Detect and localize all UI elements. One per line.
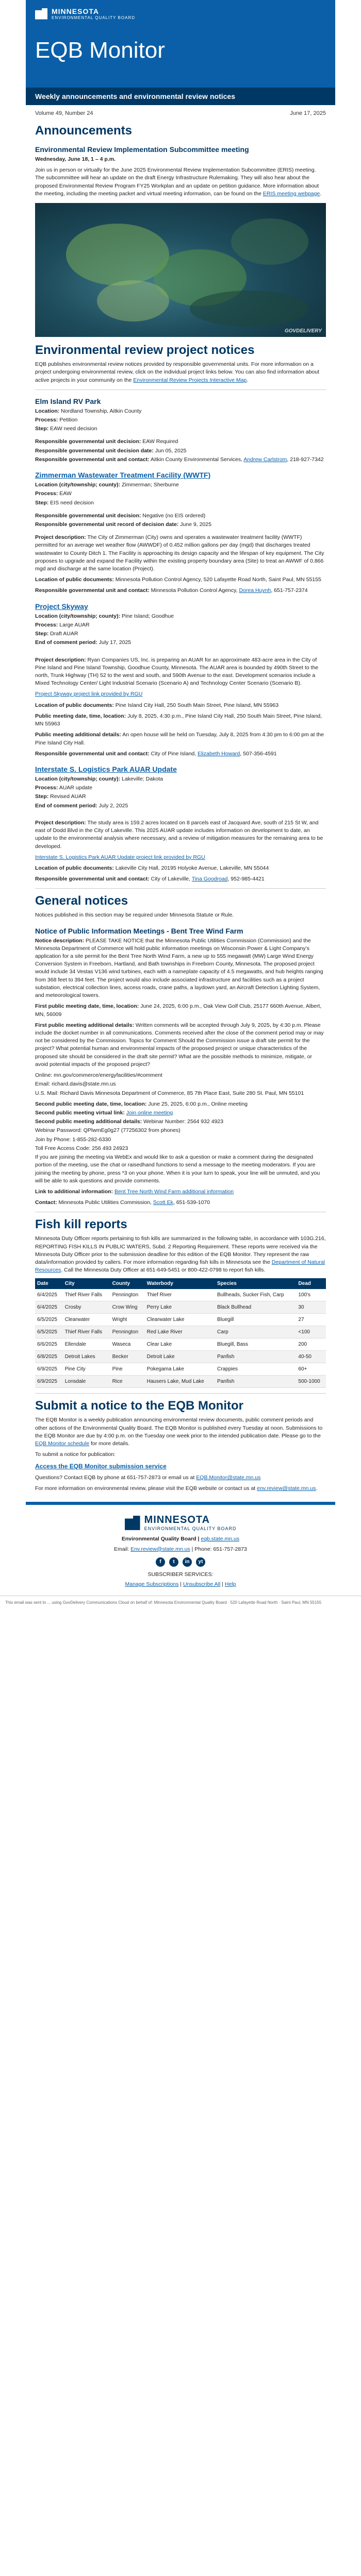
second-meeting: Second public meeting date, time, location: June 25, 2025, 6:00 p.m., Online meeting xyxy=(35,1100,248,1107)
project-field: Responsible governmental unit decision: Negative (no EIS ordered) xyxy=(35,512,206,519)
project-field: Process: Large AUAR xyxy=(35,621,90,628)
table-cell: Bullheads, Sucker Fish, Carp xyxy=(215,1289,296,1301)
footer-logo[interactable] xyxy=(26,1514,335,1531)
project-field: End of comment period: July 17, 2025 xyxy=(35,639,132,646)
table-cell: Bluegill xyxy=(215,1314,296,1326)
contact-link[interactable]: Dorea Huynh xyxy=(239,587,271,594)
column-header: Dead xyxy=(296,1278,326,1289)
hero-image xyxy=(35,203,326,337)
govdelivery-note: This email was sent to ... using GovDelivery Communications Cloud on behalf of: Minnesota Environmental Quality Board · 520 Lafayette Road North · Saint Paul, MN 55155 xyxy=(0,1596,361,1609)
subscriber-links: Manage Subscriptions | Unsubscribe All | Help xyxy=(125,1581,236,1588)
project-field: Location of public documents: Pine Island City Hall, 250 South Main Street, Pine Island, MN 55963 xyxy=(35,702,279,708)
table-cell: Ellendale xyxy=(63,1338,110,1351)
to-submit-label: To submit a notice for publication: xyxy=(35,1451,116,1458)
divider xyxy=(35,389,326,390)
interactive-map-link[interactable]: Environmental Review Projects Interactive Map xyxy=(133,377,247,383)
project-field: Process: AUAR update xyxy=(35,785,92,791)
general-notice-title: Notice of Public Information Meetings - Bent Tree Wind Farm xyxy=(35,926,243,935)
table-cell: 6/8/2025 xyxy=(35,1351,63,1363)
project-field: Step: Revised AUAR xyxy=(35,793,86,800)
project-notice xyxy=(35,765,326,883)
table-row xyxy=(35,1301,326,1314)
project-field: Location (city/township; county): Zimmerman; Sherburne xyxy=(35,482,179,488)
general-intro: Notices published in this section may be required under Minnesota Statute or Rule. xyxy=(35,912,234,919)
project-title[interactable]: Interstate S. Logistics Park AUAR Update xyxy=(35,765,177,773)
table-cell: Perry Lake xyxy=(145,1301,215,1314)
table-cell: Clearwater xyxy=(63,1314,110,1326)
table-row xyxy=(35,1338,326,1351)
project-field: Location (city/township; county): Lakeville; Dakota xyxy=(35,775,163,782)
column-header: Species xyxy=(215,1278,296,1289)
additional-info-row: Link to additional information: Bent Tree North Wind Farm additional information xyxy=(35,1188,234,1195)
project-link-row xyxy=(35,854,326,861)
table-cell: Pine xyxy=(110,1363,145,1376)
project-title[interactable]: Zimmerman Wastewater Treatment Facility (WWTF) xyxy=(35,471,211,480)
project-title: Elm Island RV Park xyxy=(35,397,101,405)
table-cell: Pine City xyxy=(63,1363,110,1376)
table-row xyxy=(35,1363,326,1376)
project-field: Responsible governmental unit and contact: City of Lakeville, Tina Goodroad, 952-985-4421 xyxy=(35,876,265,883)
contact-link[interactable]: Elizabeth Howard xyxy=(198,750,240,757)
table-row xyxy=(35,1326,326,1338)
second-meeting-details: Second public meeting additional details: Webinar Number: 2564 932 4923 xyxy=(35,1118,224,1125)
project-notice xyxy=(35,471,326,595)
youtube-icon[interactable]: yt xyxy=(196,1557,205,1567)
project-notice xyxy=(35,602,326,758)
project-field: Location of public documents: Minnesota Pollution Control Agency, 520 Lafayette Road North, Saint Paul, MN 55155 xyxy=(35,577,321,583)
comment-mail: U.S. Mail: Richard Davis Minnesota Department of Commerce, 85 7th Place East, Suite 280 St. Paul, MN 55101 xyxy=(35,1090,304,1096)
facebook-icon[interactable]: f xyxy=(156,1557,165,1567)
fish-kill-table xyxy=(35,1278,326,1388)
manage-subscriptions-link[interactable]: Manage Subscriptions xyxy=(125,1581,179,1588)
project-field: Responsible governmental unit decision: EAW Required xyxy=(35,438,178,445)
join-by-phone: Join by Phone: 1-855-282-6330 xyxy=(35,1136,111,1143)
project-field: Step: EAW need decision xyxy=(35,426,97,432)
table-cell: Pokegama Lake xyxy=(145,1363,215,1376)
minnesota-state-icon xyxy=(35,8,47,20)
project-field: Responsible governmental unit and contact: Aitkin County Environmental Services, Andrew Carlstrom, 218-927-7342 xyxy=(35,456,324,463)
table-cell: Carp xyxy=(215,1326,296,1338)
table-cell: 6/6/2025 xyxy=(35,1338,63,1351)
project-field: Process: Petition xyxy=(35,416,78,423)
contact-link[interactable]: Andrew Carlstrom xyxy=(243,456,287,463)
project-description: Project description: The City of Zimmerman (City) owns and operates a wastewater treatment facility (WWTF) permitted for an average wet weather flow (AWWDF) of 0.452 million gallons per day (mgd) that discharges treated wastewater to County Ditch 1. The Facility is approaching its design capacity and the lifespan of key equipment. The City proposes to upgrade and expand the Facility within the existing property boundary area (Site) to treat an AWWF of 0.866 mgd and discharge at the same location (Project). xyxy=(35,534,324,572)
questions-row: Questions? Contact EQB by phone at 651-757-2873 or email us at EQB.Monitor@state.mn.us xyxy=(35,1474,261,1481)
footer-org-name: MINNESOTA xyxy=(144,1514,210,1526)
contact-link[interactable]: Scott Ek xyxy=(153,1199,173,1206)
first-meeting: First public meeting date, time, location: June 24, 2025, 6:00 p.m., Oak View Golf Club, 25177 660th Avenue, Albert, MN, 56009 xyxy=(35,1003,322,1018)
table-cell: Rice xyxy=(110,1376,145,1388)
monitor-email-link[interactable]: EQB.Monitor@state.mn.us xyxy=(196,1474,261,1481)
footer-board-line: Environmental Quality Board | eqb.state.mn.us xyxy=(121,1536,240,1543)
comment-email: Email: richard.davis@state.mn.us xyxy=(35,1081,116,1088)
table-cell: 500-1000 xyxy=(296,1376,326,1388)
help-link[interactable]: Help xyxy=(224,1581,236,1588)
footer-org-sub: ENVIRONMENTAL QUALITY BOARD xyxy=(144,1526,237,1532)
eqb-logo[interactable] xyxy=(35,7,326,20)
column-header: City xyxy=(63,1278,110,1289)
first-meeting-details: First public meeting additional details: Written comments will be accepted through July 9, 2025, by 4:30 p.m. Please include the docket number in all communications. Comments received after the close of the comment period may or may not be considered by the Commission. Topics for Comment Should the Commission issue a draft site permit for the project? What potential human and environmental impacts of the proposed project or unique characteristics of the proposed site should be considered in the draft site permit? What are the possible methods to minimize, mitigate, or avoid potential impacts of the proposed project? xyxy=(35,1022,324,1067)
table-cell: Becker xyxy=(110,1351,145,1363)
minnesota-state-icon xyxy=(125,1516,140,1530)
env-review-email-link[interactable]: env.review@state.mn.us xyxy=(257,1485,316,1492)
project-list xyxy=(35,397,326,884)
issue-row xyxy=(26,105,335,118)
table-cell: Black Bullhead xyxy=(215,1301,296,1314)
table-cell: Panfish xyxy=(215,1351,296,1363)
submission-service-link[interactable]: Access the EQB Monitor submission service xyxy=(35,1462,167,1470)
subscriber-services-label: SUBSCRIBER SERVICES: xyxy=(147,1571,214,1578)
submit-heading: Submit a notice to the EQB Monitor xyxy=(35,1399,243,1413)
review-intro: EQB publishes environmental review notices provided by responsible governmental units. For more information on a project undergoing environmental review, click on the individual project links below. You can also find information about active projects in your community on the Environmental Review Projects Interactive Map. xyxy=(35,361,319,383)
table-cell: Crosby xyxy=(63,1301,110,1314)
announcements-heading: Announcements xyxy=(35,124,133,138)
tagline: Weekly announcements and environmental review notices xyxy=(26,88,335,105)
join-online-meeting-link[interactable]: Join online meeting xyxy=(126,1109,173,1116)
rgu-project-link[interactable]: Interstate S. Logistics Park AUAR Update project link provided by RGU xyxy=(35,854,205,860)
footer-contact-line: Email: Env.review@state.mn.us | Phone: 651-757-2873 xyxy=(114,1546,247,1552)
issue-date: June 17, 2025 xyxy=(290,110,326,116)
social-links xyxy=(26,1557,335,1567)
image-credit: GOVDELIVERY xyxy=(284,328,322,334)
website-link[interactable]: eqb.state.mn.us xyxy=(201,1536,240,1543)
divider xyxy=(35,888,326,889)
table-cell: 6/5/2025 xyxy=(35,1326,63,1338)
announcement-date: Wednesday, June 18, 1 – 4 p.m. xyxy=(35,156,116,162)
contact-link[interactable]: Tina Goodroad xyxy=(191,876,228,883)
submit-body: The EQB Monitor is a weekly publication announcing environmental review documents, public comment periods and other actions of the Environmental Quality Board. The EQB Monitor is published every Tuesday at noon. Submissions to the EQB Monitor are due by 4:00 p.m. on the Tuesday one week prior to the intended publication date. Please go to the EQB Monitor schedule for more details. xyxy=(35,1417,323,1447)
project-field: Process: EAW xyxy=(35,490,72,497)
issue-volume: Volume 49, Number 24 xyxy=(35,110,93,116)
table-cell: Wright xyxy=(110,1314,145,1326)
table-cell: Bluegill, Bass xyxy=(215,1338,296,1351)
unsubscribe-link[interactable]: Unsubscribe All xyxy=(183,1581,221,1588)
divider xyxy=(35,1393,326,1394)
footer-email-link[interactable]: Env.review@state.mn.us xyxy=(130,1546,190,1552)
table-cell: 30 xyxy=(296,1301,326,1314)
table-cell: 200 xyxy=(296,1338,326,1351)
notice-description: Notice description: PLEASE TAKE NOTICE that the Minnesota Public Utilities Commission (Commission) and the Minnesota Department of Commerce will hold public information meetings on Wisconsin Power & Light Company’s application for a site permit for the Bent Tree North Wind Farm, a new up to 555 megawatt (MW) Large Wind Energy Conversion System in Freeborn, Hartland, and Bath townships in Freeborn County, Minnesota. The proposed project would include 34 Vestas V136 wind turbines, each with a nameplate capacity of 4.5 megawatts, and hub heights ranging from 368 feet to 394 feet. The project would also include associated infrastructure and facilities such as a project substation, electrical collection lines, access roads, crane paths, a laydown yard, an Aircraft Detection Lighting System, and meteorological towers. xyxy=(35,937,323,999)
table-cell: Crow Wing xyxy=(110,1301,145,1314)
announcement-body: Join us in person or virtually for the June 2025 Environmental Review Implementation Subcommittee (ERIS) meeting. The subcommittee will hear an update on the draft Energy Infrastructure Rulemaking. They will also hear about the proposed Environmental Review Program FY25 Workplan and an update on petition guidance. More information about the meeting, including the meeting packet and virtual meeting information, can be found on the ERIS meeting webpage. xyxy=(35,167,322,197)
project-field: Responsible governmental unit decision date: Jun 05, 2025 xyxy=(35,447,187,454)
column-header: Date xyxy=(35,1278,63,1289)
table-cell: Thief River Falls xyxy=(63,1289,110,1301)
table-row xyxy=(35,1289,326,1301)
announcement-title: Environmental Review Implementation Subcommittee meeting xyxy=(35,145,249,154)
webex-instructions: If you are joining the meeting via WebEx and would like to ask a question or make a comment during the designated portion of the meeting, use the chat or raisedhand functions to send a message to the meeting moderators. If you are joining the meeting by phone, press *3 on your phone. When it is your turn to speak, your line will be unmuted, and you will be able to ask questions and provide comments. xyxy=(35,1154,320,1184)
access-code: Toll Free Access Code: 256 493 24923 xyxy=(35,1145,128,1151)
project-description: Project description: The study area is 159.2 acres located on 8 parcels east of Jacquard Ave, south of 215 St W, and east of Dodd Blvd in the City of Lakeville. This 2025 AUAR update includes information on development to date, an update to the environmental analysis where necessary, and a review of mitigation measures for the remaining area to be developed. xyxy=(35,819,323,850)
contact-row: Contact: Minnesota Public Utilities Commission, Scott Ek, 651-539-1070 xyxy=(35,1199,210,1206)
project-field: Location (city/township; county): Pine Island; Goodhue xyxy=(35,613,174,619)
table-cell: Detroit Lake xyxy=(145,1351,215,1363)
project-field: Public meeting additional details: An open house will be held on Tuesday, July 8, 2025 from 4:30 pm to 6:00 pm at the Pine Island City Hall. xyxy=(35,732,324,746)
fish-heading: Fish kill reports xyxy=(35,1217,127,1232)
header-banner xyxy=(26,0,335,88)
project-field: Responsible governmental unit and contact: City of Pine Island, Elizabeth Howard, 507-356-4591 xyxy=(35,750,277,757)
table-cell: 6/5/2025 xyxy=(35,1314,63,1326)
table-cell: Waseca xyxy=(110,1338,145,1351)
table-cell: 6/4/2025 xyxy=(35,1289,63,1301)
project-title[interactable]: Project Skyway xyxy=(35,602,88,611)
table-cell: 60+ xyxy=(296,1363,326,1376)
column-header: County xyxy=(110,1278,145,1289)
comment-online: Online: mn.gov/commerce/energyfacilities/#comment xyxy=(35,1072,162,1079)
table-cell: 100's xyxy=(296,1289,326,1301)
project-field: Step: EIS need decision xyxy=(35,499,94,506)
project-field: Public meeting date, time, location: July 8, 2025, 4:30 p.m., Pine Island City Hall, 250 South Main Street, Pine Island, MN 55963 xyxy=(35,713,322,727)
table-cell: Lonsdale xyxy=(63,1376,110,1388)
newsletter-title: EQB Monitor xyxy=(35,38,165,63)
table-cell: Pennington xyxy=(110,1289,145,1301)
table-cell: Crappies xyxy=(215,1363,296,1376)
table-row xyxy=(35,1351,326,1363)
project-field: End of comment period: July 2, 2025 xyxy=(35,802,128,809)
table-row xyxy=(35,1376,326,1388)
review-heading: Environmental review project notices xyxy=(35,343,255,358)
table-cell: 6/9/2025 xyxy=(35,1376,63,1388)
project-field: Location: Nordland Township, Aitkin County xyxy=(35,408,142,414)
table-cell: Pennington xyxy=(110,1326,145,1338)
table-row xyxy=(35,1314,326,1326)
project-field: Location of public documents: Lakeville City Hall, 20195 Holyoke Avenue, Lakeville, MN 55044 xyxy=(35,865,269,871)
project-link-row xyxy=(35,690,326,698)
footer xyxy=(26,1502,335,1596)
logo-org-sub: ENVIRONMENTAL QUALITY BOARD xyxy=(52,15,135,20)
webinar-password: Webinar Password: QPlwmEg0g27 (77256302 from phones) xyxy=(35,1127,180,1134)
table-cell: 27 xyxy=(296,1314,326,1326)
project-field: Responsible governmental unit record of decision date: June 9, 2025 xyxy=(35,521,211,528)
twitter-icon[interactable]: t xyxy=(169,1557,178,1567)
rgu-project-link[interactable]: Project Skyway project link provided by RGU xyxy=(35,691,143,698)
table-cell: 6/9/2025 xyxy=(35,1363,63,1376)
table-cell: 6/4/2025 xyxy=(35,1301,63,1314)
column-header: Waterbody xyxy=(145,1278,215,1289)
table-cell: 40-50 xyxy=(296,1351,326,1363)
table-cell: Hausers Lake, Mud Lake xyxy=(145,1376,215,1388)
main-content xyxy=(26,124,335,1493)
fish-intro: Minnesota Duty Officer reports pertaining to fish kills are summarized in the following table, in accordance with 103G.216, REPORTING FISH KILLS IN PUBLIC WATERS, Subd. 2 Reporting Requirement. These reports were received via the Minnesota Duty Officer prior to the submission deadline for this edition of the EQB Monitor. They represent the raw data/information provided by callers. For more information regarding fish kills in Minnesota see the Department of Natural Resources. Call the Minnesota Duty Officer at 651-649-5451 or 800-422-0798 to report fish kills. xyxy=(35,1235,326,1274)
project-notice xyxy=(35,397,326,464)
table-cell: <100 xyxy=(296,1326,326,1338)
dnr-link[interactable]: Department of Natural Resources xyxy=(35,1259,325,1274)
table-cell: Detroit Lakes xyxy=(63,1351,110,1363)
table-header-row xyxy=(35,1278,326,1289)
second-meeting-link-row: Second public meeting virtual link: Join online meeting xyxy=(35,1109,173,1116)
logo-org-name: MINNESOTA xyxy=(52,7,99,15)
project-field: Step: Draft AUAR xyxy=(35,631,78,637)
project-field: Responsible governmental unit and contact: Minnesota Pollution Control Agency, Dorea Huynh, 651-757-2374 xyxy=(35,587,308,594)
table-cell: Panfish xyxy=(215,1376,296,1388)
schedule-link[interactable]: EQB Monitor schedule xyxy=(35,1440,90,1447)
newsletter xyxy=(26,0,335,1596)
more-info-row: For more information on environmental review, please visit the EQB website or contact us at env.review@state.mn.us. xyxy=(35,1485,318,1492)
table-cell: Clear Lake xyxy=(145,1338,215,1351)
table-cell: Thief River Falls xyxy=(63,1326,110,1338)
table-cell: Clearwater Lake xyxy=(145,1314,215,1326)
access-row xyxy=(35,1462,326,1471)
table-cell: Red Lake River xyxy=(145,1326,215,1338)
bent-tree-info-link[interactable]: Bent Tree North Wind Farm additional information xyxy=(114,1188,234,1195)
eris-meeting-link[interactable]: ERIS meeting webpage xyxy=(262,190,320,197)
general-heading: General notices xyxy=(35,894,128,908)
project-description: Project description: Ryan Companies US, Inc. is preparing an AUAR for an approximate 483-acre area in the City of Pine Island and Pine Island Township, Goodhue County, Minnesota. The AUAR area is bounded by 490th Street to the north, Trunk Highway (TH) 52 to the west and south, and 590th Avenue to the east. Development scenarios include a Mixed Technology Center/ Light Industrial Scenario (Scenario A) and Technology Center Scenario (Scenario B). xyxy=(35,656,319,687)
linkedin-icon[interactable]: in xyxy=(183,1557,192,1567)
table-cell: Thief River xyxy=(145,1289,215,1301)
